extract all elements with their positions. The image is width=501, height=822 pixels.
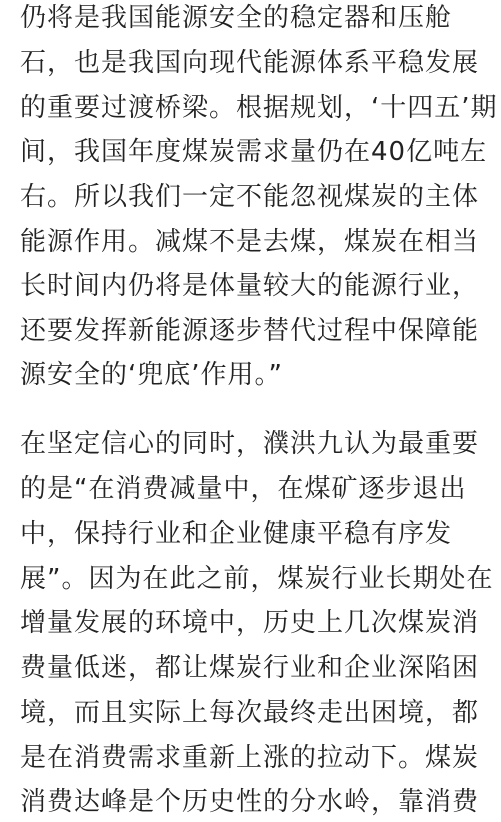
- text-line: 在坚定信心的同时，濮洪九认为最重要: [20, 429, 480, 459]
- text-line: 还要发挥新能源逐步替代过程中保障能: [20, 316, 480, 346]
- text-line: 能源作用。减煤不是去煤，煤炭在相当: [20, 227, 480, 257]
- text-line: 仍将是我国能源安全的稳定器和压舱: [20, 3, 453, 33]
- text-line: 石，也是我国向现代能源体系平稳发展: [20, 48, 480, 78]
- text-line: 源安全的‘兜底’作用。”: [20, 360, 283, 390]
- text-line: 长时间内仍将是体量较大的能源行业，: [20, 271, 480, 301]
- text-line: 间，我国年度煤炭需求量仍在40亿吨左: [20, 137, 488, 167]
- text-line: 展”。因为在此之前，煤炭行业长期处在: [20, 564, 494, 594]
- text-line: 的重要过渡桥梁。根据规划，‘十四五’期: [20, 93, 498, 123]
- text-line: 的是“在消费减量中，在煤矿逐步退出: [20, 474, 467, 504]
- text-line: 境，而且实际上每次最终走出困境，都: [20, 698, 480, 728]
- text-line: 增量发展的环境中，历史上几次煤炭消: [20, 608, 480, 638]
- text-line: 中，保持行业和企业健康平稳有序发: [20, 519, 453, 549]
- text-line: 消费达峰是个历史性的分水岭，靠消费: [20, 787, 480, 817]
- text-line: 右。所以我们一定不能忽视煤炭的主体: [20, 182, 480, 212]
- text-line: 是在消费需求重新上涨的拉动下。煤炭: [20, 743, 480, 773]
- text-line: 费量低迷，都让煤炭行业和企业深陷困: [20, 653, 480, 683]
